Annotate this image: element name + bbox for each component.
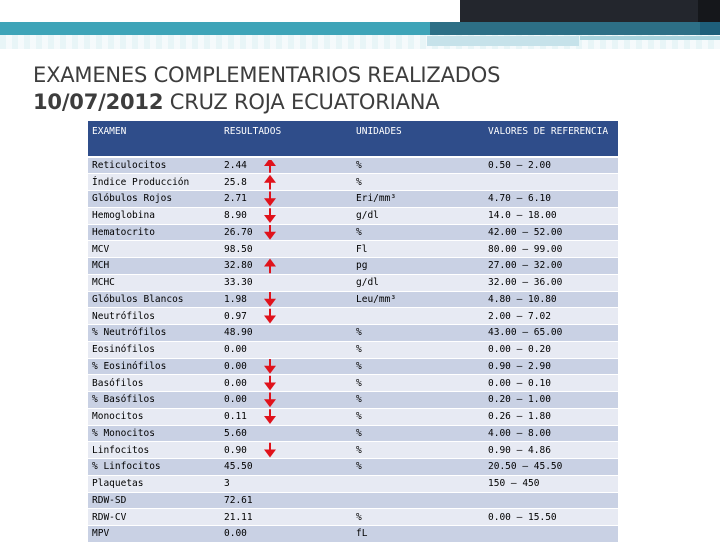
- table-row: [88, 425, 618, 442]
- cell-reference: 20.50 – 45.50: [484, 459, 618, 476]
- table-row: [88, 191, 618, 208]
- cell-reference: 0.00 – 0.10: [484, 375, 618, 392]
- cell-exam: Glóbulos Blancos: [88, 291, 220, 308]
- cell-unit: [352, 475, 484, 492]
- header-reference: VALORES DE REFERENCIA: [484, 121, 618, 157]
- table-row: [88, 358, 618, 375]
- cell-result: 0.00: [220, 392, 352, 409]
- cell-result: 48.90: [220, 325, 352, 342]
- cell-exam: % Basófilos: [88, 392, 220, 409]
- top-bar: [0, 0, 720, 22]
- table-body: [88, 157, 618, 542]
- cell-result: 0.00: [220, 375, 352, 392]
- cell-result: 2.71: [220, 191, 352, 208]
- cell-result: 0.00: [220, 341, 352, 358]
- cell-unit: pg: [352, 258, 484, 275]
- cell-exam: Plaquetas: [88, 475, 220, 492]
- header-exam: EXAMEN: [88, 121, 220, 157]
- trend-arrows: [255, 160, 285, 540]
- cell-unit: %: [352, 509, 484, 526]
- cell-reference: 0.20 – 1.00: [484, 392, 618, 409]
- cell-reference: 0.50 – 2.00: [484, 157, 618, 174]
- cell-reference: 14.0 – 18.00: [484, 207, 618, 224]
- table-row: [88, 224, 618, 241]
- header-units: UNIDADES: [352, 121, 484, 157]
- cell-unit: [352, 308, 484, 325]
- arrow-down-icon: [264, 225, 276, 240]
- cell-unit: fL: [352, 526, 484, 543]
- cell-exam: Glóbulos Rojos: [88, 191, 220, 208]
- table-row: [88, 392, 618, 409]
- table-row: [88, 375, 618, 392]
- arrow-up-icon: [264, 175, 276, 190]
- arrow-up-icon: [264, 259, 276, 274]
- cell-result: 72.61: [220, 492, 352, 509]
- cell-reference: 0.26 – 1.80: [484, 408, 618, 425]
- title-date: 10/07/2012: [33, 90, 164, 114]
- arrow-down-icon: [264, 309, 276, 324]
- cell-reference: 0.90 – 2.90: [484, 358, 618, 375]
- cell-reference: 27.00 – 32.00: [484, 258, 618, 275]
- table-row: [88, 492, 618, 509]
- cell-reference: 4.80 – 10.80: [484, 291, 618, 308]
- cell-exam: Índice Producción: [88, 174, 220, 191]
- cell-reference: 0.00 – 15.50: [484, 509, 618, 526]
- cell-unit: %: [352, 375, 484, 392]
- top-bar-corner: [698, 0, 720, 22]
- cell-result: 25.8: [220, 174, 352, 191]
- cell-reference: [484, 174, 618, 191]
- arrow-down-icon: [264, 409, 276, 424]
- decorative-stripe-accent: [427, 36, 579, 46]
- cell-exam: Eosinófilos: [88, 341, 220, 358]
- table-row: [88, 274, 618, 291]
- cell-unit: %: [352, 157, 484, 174]
- title-line-1: EXAMENES COMPLEMENTARIOS REALIZADOS: [33, 63, 501, 87]
- cell-unit: %: [352, 325, 484, 342]
- arrow-down-icon: [264, 393, 276, 408]
- arrow-down-icon: [264, 359, 276, 374]
- cell-reference: 2.00 – 7.02: [484, 308, 618, 325]
- cell-reference: [484, 492, 618, 509]
- cell-result: 3: [220, 475, 352, 492]
- arrow-up-icon: [264, 160, 276, 173]
- cell-reference: 0.00 – 0.20: [484, 341, 618, 358]
- table-row: [88, 207, 618, 224]
- cell-unit: Eri/mm³: [352, 191, 484, 208]
- cell-unit: %: [352, 392, 484, 409]
- cell-exam: MPV: [88, 526, 220, 543]
- cell-reference: 0.90 – 4.86: [484, 442, 618, 459]
- cell-reference: 80.00 – 99.00: [484, 241, 618, 258]
- table-row: [88, 325, 618, 342]
- cell-unit: %: [352, 341, 484, 358]
- cell-exam: % Monocitos: [88, 425, 220, 442]
- cell-exam: Hemoglobina: [88, 207, 220, 224]
- cell-unit: %: [352, 459, 484, 476]
- arrow-down-icon: [264, 292, 276, 307]
- cell-result: 0.00: [220, 526, 352, 543]
- table-row: [88, 442, 618, 459]
- cell-exam: Basófilos: [88, 375, 220, 392]
- cell-result: 0.11: [220, 408, 352, 425]
- cell-exam: % Linfocitos: [88, 459, 220, 476]
- top-bar-dark-block: [460, 0, 720, 22]
- cell-unit: %: [352, 425, 484, 442]
- cell-reference: 32.00 – 36.00: [484, 274, 618, 291]
- cell-exam: RDW-SD: [88, 492, 220, 509]
- header-results: RESULTADOS: [220, 121, 352, 157]
- accent-bar-notch: [700, 22, 720, 35]
- cell-result: 2.44: [220, 157, 352, 174]
- cell-reference: 43.00 – 65.00: [484, 325, 618, 342]
- arrow-down-icon: [264, 443, 276, 458]
- cell-exam: Neutrófilos: [88, 308, 220, 325]
- table-row: [88, 408, 618, 425]
- cell-reference: 4.70 – 6.10: [484, 191, 618, 208]
- table-row: [88, 308, 618, 325]
- table-row: [88, 174, 618, 191]
- title-org: CRUZ ROJA ECUATORIANA: [163, 90, 440, 114]
- arrow-down-icon: [264, 208, 276, 223]
- cell-unit: g/dl: [352, 274, 484, 291]
- cell-exam: Hematocrito: [88, 224, 220, 241]
- cell-unit: Leu/mm³: [352, 291, 484, 308]
- cell-unit: Fl: [352, 241, 484, 258]
- cell-exam: Reticulocitos: [88, 157, 220, 174]
- cell-exam: RDW-CV: [88, 509, 220, 526]
- cell-unit: %: [352, 224, 484, 241]
- cell-result: 21.11: [220, 509, 352, 526]
- table-row: [88, 258, 618, 275]
- table-row: [88, 291, 618, 308]
- cell-result: 0.90: [220, 442, 352, 459]
- cell-result: 8.90: [220, 207, 352, 224]
- table-row: [88, 459, 618, 476]
- cell-unit: [352, 492, 484, 509]
- table-row: [88, 475, 618, 492]
- cell-reference: 150 – 450: [484, 475, 618, 492]
- cell-unit: %: [352, 442, 484, 459]
- table-header-row: [88, 121, 618, 157]
- cell-result: 1.98: [220, 291, 352, 308]
- cell-result: 26.70: [220, 224, 352, 241]
- cell-exam: Monocitos: [88, 408, 220, 425]
- cell-exam: % Neutrófilos: [88, 325, 220, 342]
- cell-unit: %: [352, 174, 484, 191]
- cell-unit: g/dl: [352, 207, 484, 224]
- decorative-stripe-accent-2: [580, 36, 720, 40]
- table-row: [88, 241, 618, 258]
- cell-unit: %: [352, 358, 484, 375]
- cell-exam: Linfocitos: [88, 442, 220, 459]
- slide-title: [33, 62, 693, 116]
- arrow-down-icon: [264, 376, 276, 391]
- cell-result: 5.60: [220, 425, 352, 442]
- cell-result: 0.00: [220, 358, 352, 375]
- table-row: [88, 341, 618, 358]
- cell-result: 45.50: [220, 459, 352, 476]
- cell-result: 33.30: [220, 274, 352, 291]
- cell-exam: MCV: [88, 241, 220, 258]
- arrow-down-icon: [264, 192, 276, 207]
- cell-exam: MCH: [88, 258, 220, 275]
- accent-bar: [0, 22, 720, 35]
- cell-result: 0.97: [220, 308, 352, 325]
- cell-reference: 4.00 – 8.00: [484, 425, 618, 442]
- cell-result: 98.50: [220, 241, 352, 258]
- table-row: [88, 157, 618, 174]
- accent-bar-dark-segment: [430, 22, 720, 35]
- cell-result: 32.80: [220, 258, 352, 275]
- table-row: [88, 509, 618, 526]
- cell-exam: MCHC: [88, 274, 220, 291]
- cell-unit: %: [352, 408, 484, 425]
- title-line-2: [33, 89, 693, 116]
- cell-exam: % Eosinófilos: [88, 358, 220, 375]
- cell-reference: 42.00 – 52.00: [484, 224, 618, 241]
- exams-table: [88, 121, 618, 543]
